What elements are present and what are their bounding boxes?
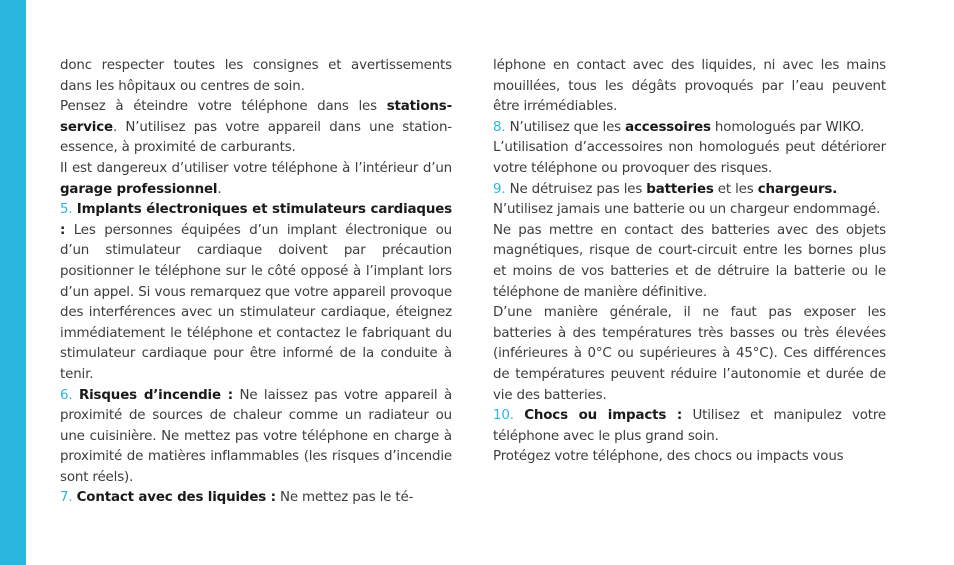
section-8-accessories: [493, 118, 886, 139]
paragraph-text: donc respecter toutes les consignes et avertissements dans les hôpitaux ou centres de soin.: [60, 58, 452, 94]
section-number: 10.: [493, 408, 514, 424]
section-number: 9.: [493, 181, 506, 197]
section-text: N’utilisez que les: [509, 119, 626, 135]
paragraph-text: D’une manière générale, il ne faut pas exposer les batteries à des températures très basses ou très élevées (inférieures à 0°C ou supérieures à 45°C). Ces différences de températures peuvent réduire l’autonomie et durée de vie des batteries.: [493, 305, 886, 403]
highlighted-term-gas-station: stations-service: [60, 99, 452, 135]
section-heading: Chocs ou impacts :: [524, 408, 683, 424]
section-text: Ne laissez pas votre appareil à proximité de sources de chaleur comme un radiateur ou une cuisinière. Ne mettez pas votre téléphone en charge à proximité de matières inflammables (les risques d’incendie sont réels).: [60, 387, 453, 485]
section-number: 7.: [60, 490, 73, 506]
paragraph-hospital: [60, 56, 452, 97]
highlighted-term-batteries: batteries: [646, 181, 714, 197]
highlighted-term-accessories: accessoires: [625, 119, 711, 135]
section-9-batteries: [493, 180, 886, 201]
paragraph-text: Protégez votre téléphone, des chocs ou impacts vous: [493, 449, 844, 465]
paragraph-text: . N’utilisez pas votre appareil dans une station-essence, à proximité de carburants.: [60, 119, 452, 156]
section-6-fire-risk: [60, 386, 452, 489]
paragraph-garage: [60, 159, 452, 200]
section-10-impacts: [493, 406, 886, 447]
paragraph-text: .: [217, 181, 222, 197]
section-text: Ne détruisez pas les: [509, 181, 647, 197]
highlighted-term-garage: garage professionnel: [60, 181, 218, 197]
paragraph-gas-station: [60, 97, 452, 159]
accent-side-bar: [0, 0, 26, 565]
section-heading: Implants électroniques et stimulateurs cardiaques :: [60, 202, 452, 238]
highlighted-term-chargers: chargeurs.: [757, 181, 838, 197]
paragraph-temperatures: [493, 303, 886, 406]
right-column: [493, 56, 886, 468]
paragraph-text: L’utilisation d’accessoires non homologués peut détériorer votre téléphone ou provoquer des risques.: [493, 140, 886, 176]
paragraph-protect-phone: [493, 447, 886, 468]
section-text: Utilisez et manipulez votre téléphone avec le plus grand soin.: [493, 408, 887, 444]
section-number: 8.: [493, 119, 506, 135]
section-5-implants: [60, 200, 452, 385]
paragraph-damaged-battery: [493, 200, 886, 221]
section-number: 6.: [60, 387, 73, 403]
left-column: [60, 56, 452, 509]
section-heading: Risques d’incendie :: [78, 387, 233, 403]
paragraph-accessories-risk: [493, 138, 886, 179]
section-text: et les: [713, 181, 758, 197]
section-text: Ne mettez pas le té-: [279, 490, 414, 506]
section-number: 5.: [60, 202, 73, 218]
section-text: Les personnes équipées d’un implant électronique ou d’un stimulateur cardiaque doivent par précaution positionner le téléphone sur le côté opposé à l’implant lors d’un appel. Si vous remarquez que votre appareil provoque des interférences avec un stimulateur cardiaque, éteignez immédiatement le téléphone et contactez le fabriquant du stimulateur cardiaque pour être informé de la conduite à tenir.: [60, 222, 452, 382]
section-7-liquids: [60, 488, 452, 509]
paragraph-magnetic-objects: [493, 221, 886, 303]
section-text: homologués par WIKO.: [710, 119, 865, 135]
paragraph-text: Ne pas mettre en contact des batteries avec des objets magnétiques, risque de court-circuit entre les bornes plus et moins de vos batteries et de détruire la batterie ou le téléphone de manière définitive.: [493, 222, 886, 300]
paragraph-text: Il est dangereux d’utiliser votre téléphone à l’intérieur d’un: [60, 160, 452, 176]
section-7-continued: [493, 56, 886, 118]
section-heading: Contact avec des liquides :: [76, 490, 276, 506]
paragraph-text: N’utilisez jamais une batterie ou un chargeur endommagé.: [493, 202, 881, 218]
section-text: léphone en contact avec des liquides, ni avec les mains mouillées, tous les dégâts provoqués par l’eau peuvent être irrémédiables.: [493, 58, 886, 115]
paragraph-text: Pensez à éteindre votre téléphone dans les: [60, 99, 387, 115]
